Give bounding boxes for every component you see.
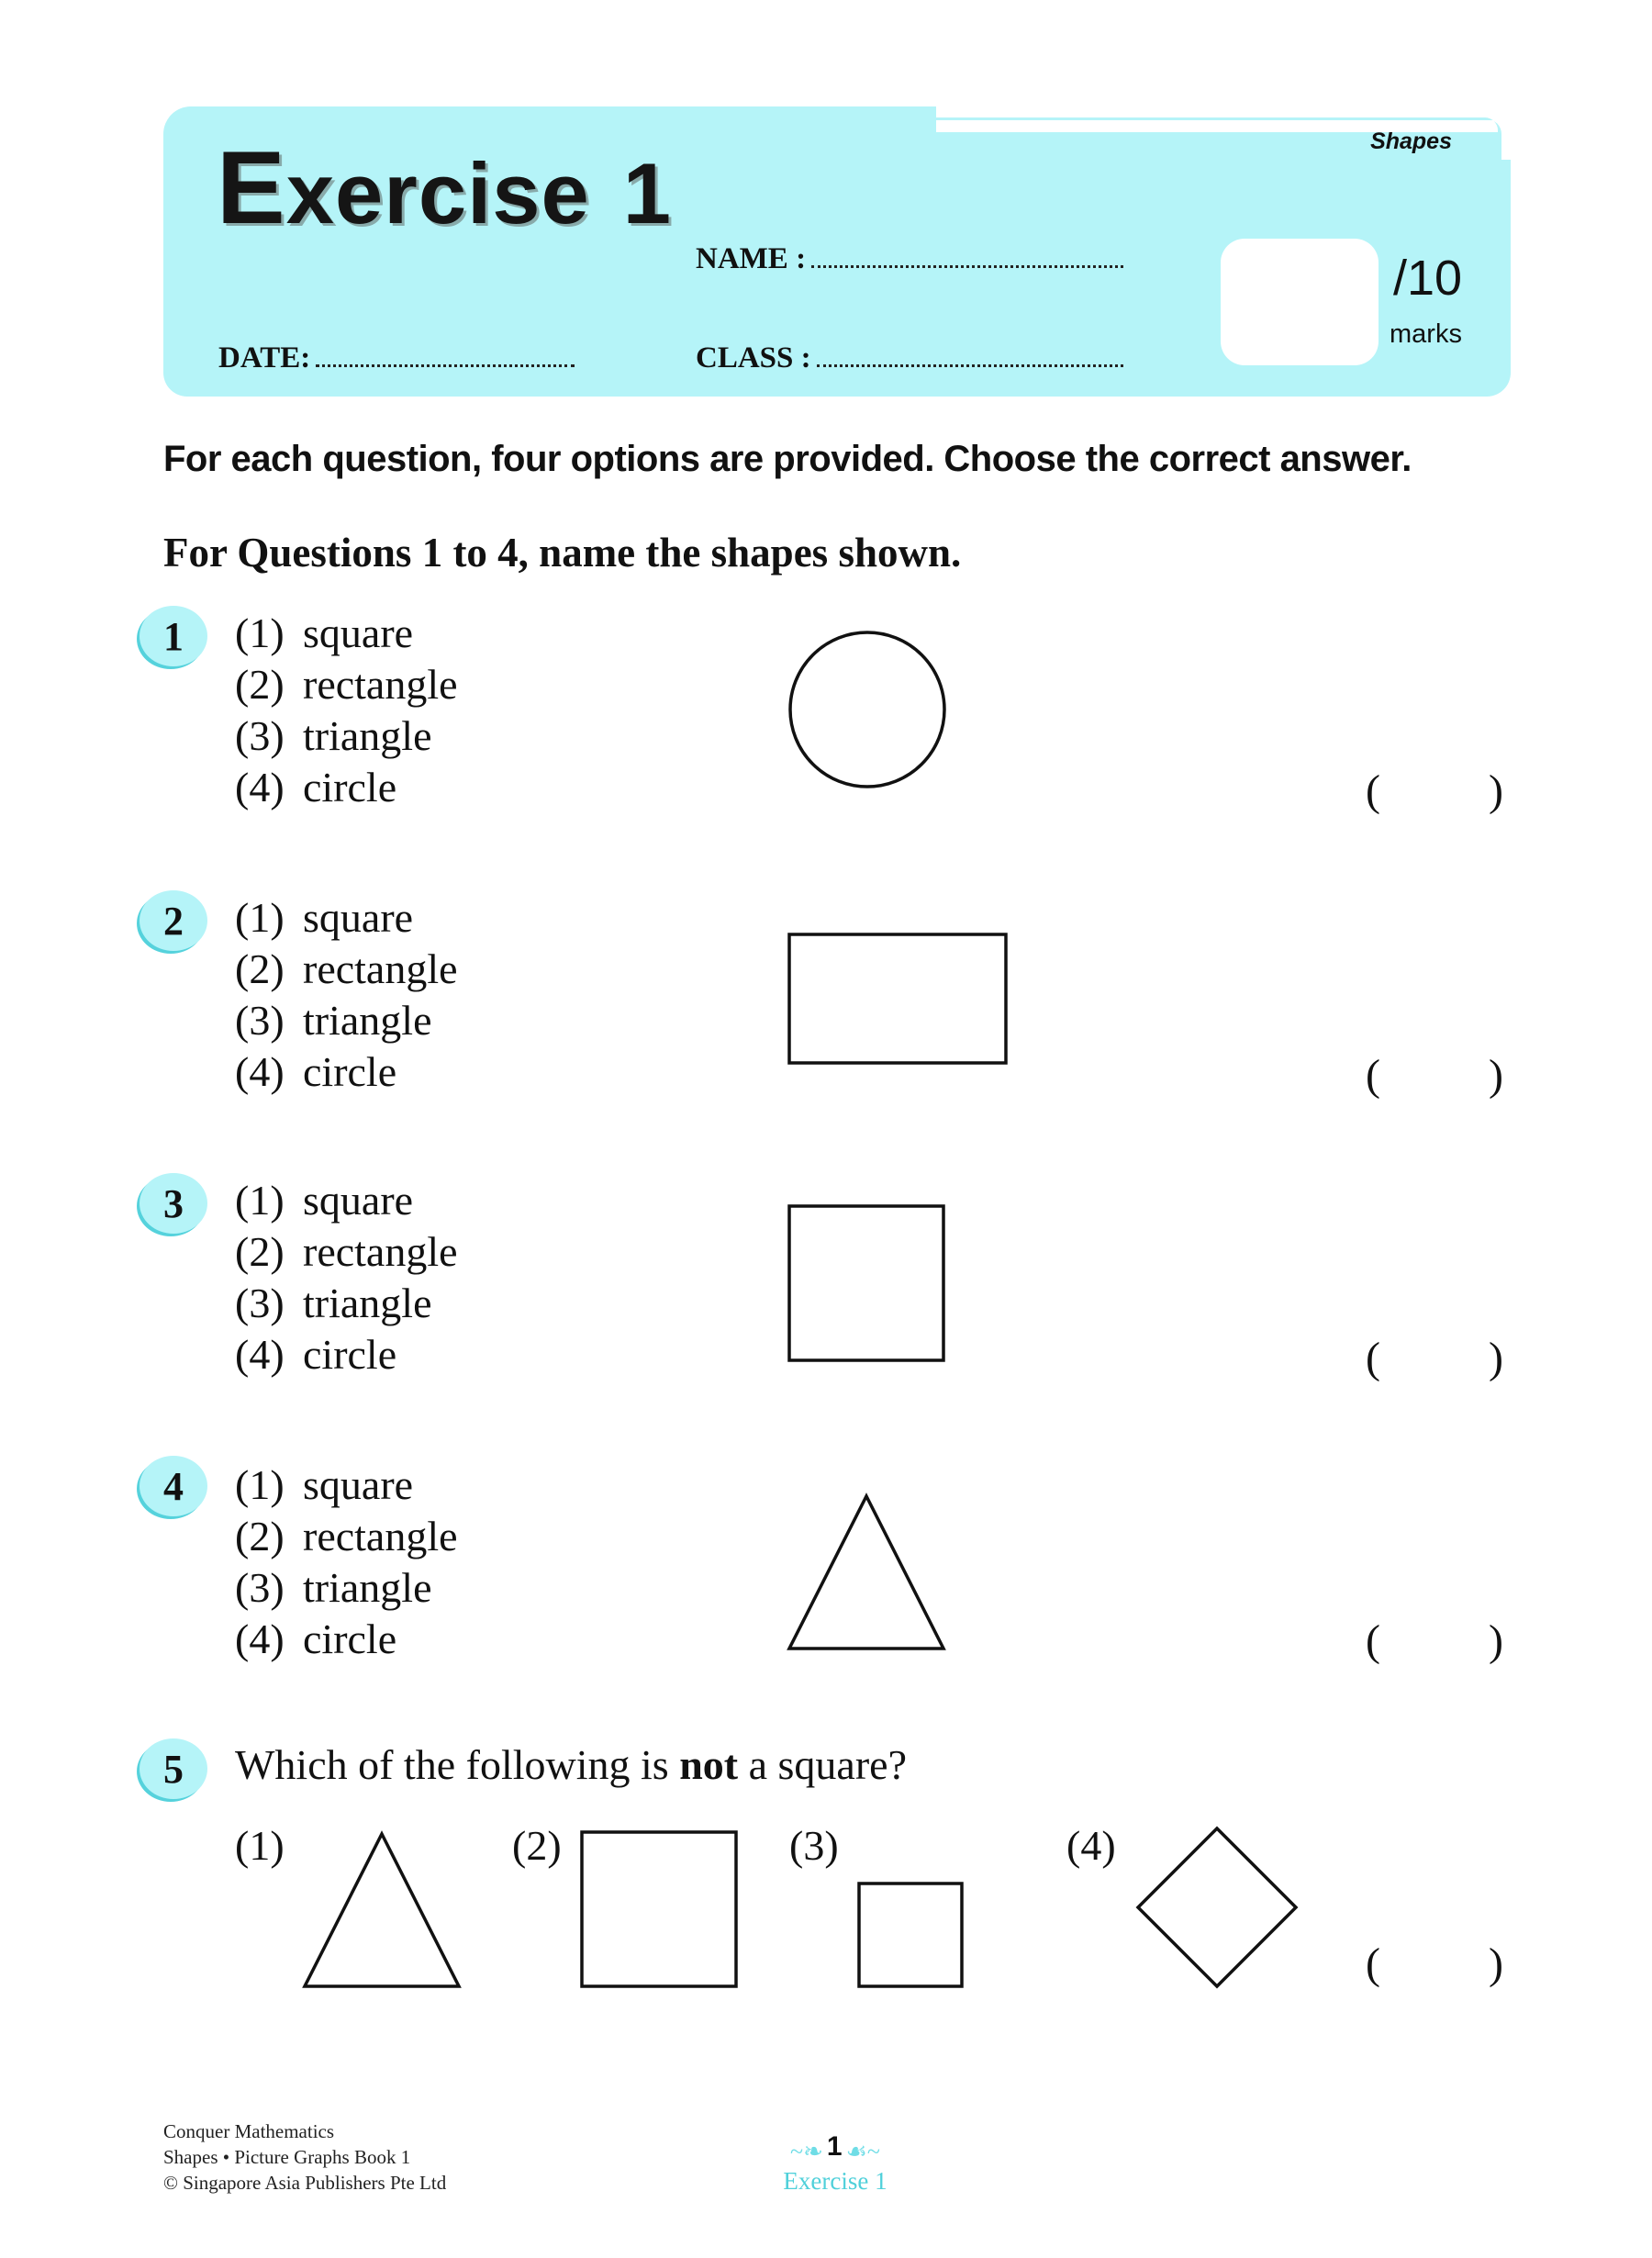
score-unit: marks — [1390, 319, 1462, 349]
page-number: 1 — [826, 2131, 843, 2162]
question-text-part: Which of the following is — [235, 1741, 680, 1788]
option-text: triangle — [303, 1564, 432, 1611]
answer-box[interactable] — [1366, 1333, 1503, 1383]
class-blank[interactable] — [817, 361, 1123, 367]
footer-info — [163, 2118, 446, 2196]
option-number: (2) — [235, 945, 285, 992]
answer-open-bracket: ( — [1366, 766, 1380, 815]
choice-label[interactable]: (2) — [512, 1822, 562, 1869]
option-number: (4) — [235, 1331, 285, 1378]
option-number: (3) — [235, 1564, 285, 1611]
choice-3-small-square-shape[interactable] — [857, 1882, 964, 1988]
choice-4-diamond-square-shape[interactable] — [1136, 1827, 1298, 1988]
answer-close-bracket: ) — [1489, 1939, 1503, 1988]
option-text: circle — [303, 1048, 397, 1095]
option-text: circle — [303, 764, 397, 810]
question-number-badge: 5 — [140, 1738, 207, 1799]
option-number: (3) — [235, 1280, 285, 1326]
choice-label[interactable]: (4) — [1066, 1822, 1116, 1869]
question-number-badge: 1 — [140, 606, 207, 666]
square-shape — [787, 1204, 945, 1362]
question-1-options — [235, 608, 458, 813]
option-number: (1) — [235, 609, 285, 656]
answer-close-bracket: ) — [1489, 1616, 1503, 1665]
question-3-options — [235, 1175, 458, 1381]
name-blank[interactable] — [811, 262, 1123, 268]
choice-label[interactable]: (3) — [789, 1822, 839, 1869]
option-number: (1) — [235, 1177, 285, 1224]
option-row[interactable] — [235, 1046, 458, 1098]
option-row[interactable] — [235, 1511, 458, 1562]
choice-label[interactable]: (1) — [235, 1822, 285, 1869]
option-row[interactable] — [235, 1329, 458, 1381]
option-number: (4) — [235, 764, 285, 810]
option-number: (1) — [235, 1461, 285, 1508]
option-text: rectangle — [303, 945, 458, 992]
option-row[interactable] — [235, 762, 458, 813]
name-field[interactable] — [696, 242, 1123, 276]
option-number: (2) — [235, 1228, 285, 1275]
choice-1-triangle-shape[interactable] — [303, 1830, 461, 1988]
score-box[interactable] — [1221, 239, 1379, 365]
answer-box[interactable] — [1366, 1050, 1503, 1101]
question-text-part: a square? — [738, 1741, 907, 1788]
footer-book: Shapes • Picture Graphs Book 1 — [163, 2146, 411, 2168]
score-total: /10 — [1393, 251, 1463, 306]
option-number: (3) — [235, 712, 285, 759]
answer-box[interactable] — [1366, 1939, 1503, 1989]
footer-page — [771, 2131, 899, 2196]
option-row[interactable] — [235, 1226, 458, 1278]
option-number: (4) — [235, 1615, 285, 1662]
answer-box[interactable] — [1366, 766, 1503, 816]
option-number: (3) — [235, 997, 285, 1044]
option-row[interactable] — [235, 1459, 458, 1511]
date-field[interactable] — [218, 341, 575, 375]
answer-open-bracket: ( — [1366, 1334, 1380, 1382]
swirl-right-icon: ☙~ — [845, 2138, 880, 2165]
footer-copyright: © Singapore Asia Publishers Pte Ltd — [163, 2172, 447, 2194]
option-text: circle — [303, 1615, 397, 1662]
exercise-title-rest: xercise — [285, 145, 590, 241]
subject-label: Shapes — [1370, 129, 1452, 154]
option-number: (2) — [235, 661, 285, 708]
question-5-text — [235, 1740, 907, 1789]
circle-shape — [787, 630, 947, 789]
option-text: square — [303, 894, 414, 941]
answer-close-bracket: ) — [1489, 766, 1503, 815]
answer-open-bracket: ( — [1366, 1616, 1380, 1665]
question-number-badge: 2 — [140, 890, 207, 951]
triangle-shape — [787, 1492, 945, 1650]
option-number: (1) — [235, 894, 285, 941]
option-row[interactable] — [235, 1562, 458, 1614]
option-text: rectangle — [303, 1228, 458, 1275]
option-text: square — [303, 1177, 414, 1224]
footer-exercise-label: Exercise 1 — [783, 2167, 887, 2196]
section-heading: For Questions 1 to 4, name the shapes shown. — [163, 530, 962, 576]
option-row[interactable] — [235, 944, 458, 995]
option-row[interactable] — [235, 995, 458, 1046]
answer-open-bracket: ( — [1366, 1939, 1380, 1988]
question-number-badge: 3 — [140, 1173, 207, 1234]
swirl-left-icon: ~❧ — [790, 2138, 823, 2165]
option-text: triangle — [303, 712, 432, 759]
option-row[interactable] — [235, 710, 458, 762]
class-label: CLASS : — [696, 341, 811, 374]
date-blank[interactable] — [316, 361, 575, 367]
footer-series: Conquer Mathematics — [163, 2120, 335, 2142]
instruction-text: For each question, four options are provided. Choose the correct answer. — [163, 439, 1412, 479]
exercise-title — [217, 129, 672, 247]
option-text: rectangle — [303, 661, 458, 708]
date-label: DATE: — [218, 341, 311, 374]
option-text: square — [303, 609, 414, 656]
answer-close-bracket: ) — [1489, 1051, 1503, 1100]
option-row[interactable] — [235, 892, 458, 944]
choice-2-square-shape[interactable] — [580, 1830, 738, 1988]
name-label: NAME : — [696, 242, 807, 275]
option-text: triangle — [303, 1280, 432, 1326]
exercise-number: 1 — [622, 145, 673, 241]
option-text: triangle — [303, 997, 432, 1044]
option-row[interactable] — [235, 659, 458, 710]
answer-box[interactable] — [1366, 1615, 1503, 1666]
option-row[interactable] — [235, 1175, 458, 1226]
option-number: (4) — [235, 1048, 285, 1095]
option-text: square — [303, 1461, 414, 1508]
class-field[interactable] — [696, 341, 1123, 375]
option-number: (2) — [235, 1513, 285, 1559]
rectangle-shape — [787, 933, 1008, 1065]
option-text: circle — [303, 1331, 397, 1378]
question-4-options — [235, 1459, 458, 1665]
question-number-badge: 4 — [140, 1456, 207, 1516]
option-row[interactable] — [235, 1614, 458, 1665]
option-row[interactable] — [235, 1278, 458, 1329]
option-row[interactable] — [235, 608, 458, 659]
exercise-title-initial: E — [217, 130, 286, 245]
question-2-options — [235, 892, 458, 1098]
answer-close-bracket: ) — [1489, 1334, 1503, 1382]
question-text-emphasis: not — [679, 1741, 739, 1788]
answer-open-bracket: ( — [1366, 1051, 1380, 1100]
option-text: rectangle — [303, 1513, 458, 1559]
